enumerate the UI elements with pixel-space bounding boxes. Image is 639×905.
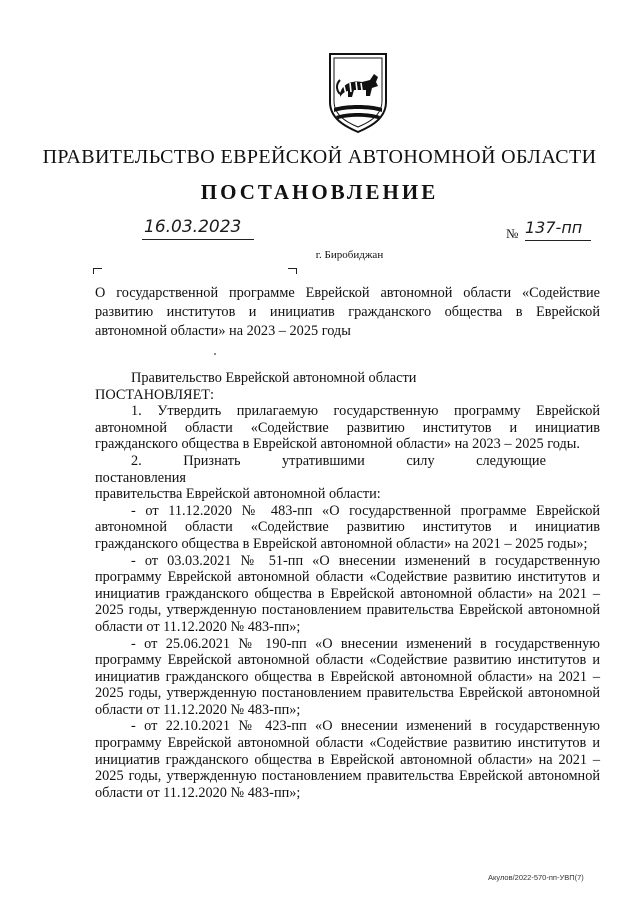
subject-bracket-right xyxy=(288,268,297,274)
document-number-handwritten: 137-пп xyxy=(525,218,591,241)
document-number-field xyxy=(506,218,596,244)
item-2-line-1: 2. Признать утратившими силу следующие постановления xyxy=(95,452,546,486)
item-2-line-2: правительства Еврейской автономной области: xyxy=(95,486,381,503)
document-subject: О государственной программе Еврейской автономной области «Содействие развитию институтов и инициатив гражданского общества в Еврейской автономной области» на 2023 – 2025 годы xyxy=(95,285,600,339)
repealed-item-2: - от 03.03.2021 № 51-пп «О внесении изменений в государственную программу Еврейской автономной области «Содействие развитию институтов и инициатив гражданского общества в Еврейской автономной области» на 2021 – 2025 годы, утвержденную постановлением правительства Еврейской автономной области от 11.12.2020 № 483-пп»; xyxy=(95,552,600,635)
item-1-paragraph: 1. Утвердить прилагаемую государственную программу Еврейской автономной области «Содействие развитию институтов и инициатив гражданского общества в Еврейской автономной области» на 2023 – 2025 годы. xyxy=(95,403,600,453)
document-footer-code: Акулов/2022-570-пп-УВП(7) xyxy=(488,873,584,882)
city-label: г. Биробиджан xyxy=(315,249,384,261)
repealed-item-1: - от 11.12.2020 № 483-пп «О государственной программе Еврейской автономной области «Содействие развитию институтов и инициатив гражданского общества в Еврейской автономной области» на 2021 – 2025 годы»; xyxy=(95,502,600,552)
number-sign: № xyxy=(506,226,519,241)
scan-artifact-dot xyxy=(214,353,216,355)
repealed-item-3: - от 25.06.2021 № 190-пп «О внесении изменений в государственную программу Еврейской автономной области «Содействие развитию институтов и инициатив гражданского общества в Еврейской автономной области» на 2021 – 2025 годы, утвержденную постановлением правительства Еврейской автономной области от 11.12.2020 № 483-пп»; xyxy=(95,635,600,718)
coat-of-arms-icon xyxy=(326,50,390,134)
repealed-item-4: - от 22.10.2021 № 423-пп «О внесении изменений в государственную программу Еврейской автономной области «Содействие развитию институтов и инициатив гражданского общества в Еврейской автономной области» на 2021 – 2025 годы, утвержденную постановлением правительства Еврейской автономной области от 11.12.2020 № 483-пп»; xyxy=(95,718,600,801)
document-type-heading: ПОСТАНОВЛЕНИЕ xyxy=(200,180,439,204)
intro-line: Правительство Еврейской автономной области xyxy=(131,370,417,386)
subject-bracket-left xyxy=(93,268,102,274)
document-body xyxy=(95,370,600,801)
document-date-handwritten: 16.03.2023 xyxy=(142,217,254,240)
resolves-line: ПОСТАНОВЛЯЕТ: xyxy=(95,386,215,403)
organization-title: ПРАВИТЕЛЬСТВО ЕВРЕЙСКОЙ АВТОНОМНОЙ ОБЛАСТИ xyxy=(42,146,597,168)
